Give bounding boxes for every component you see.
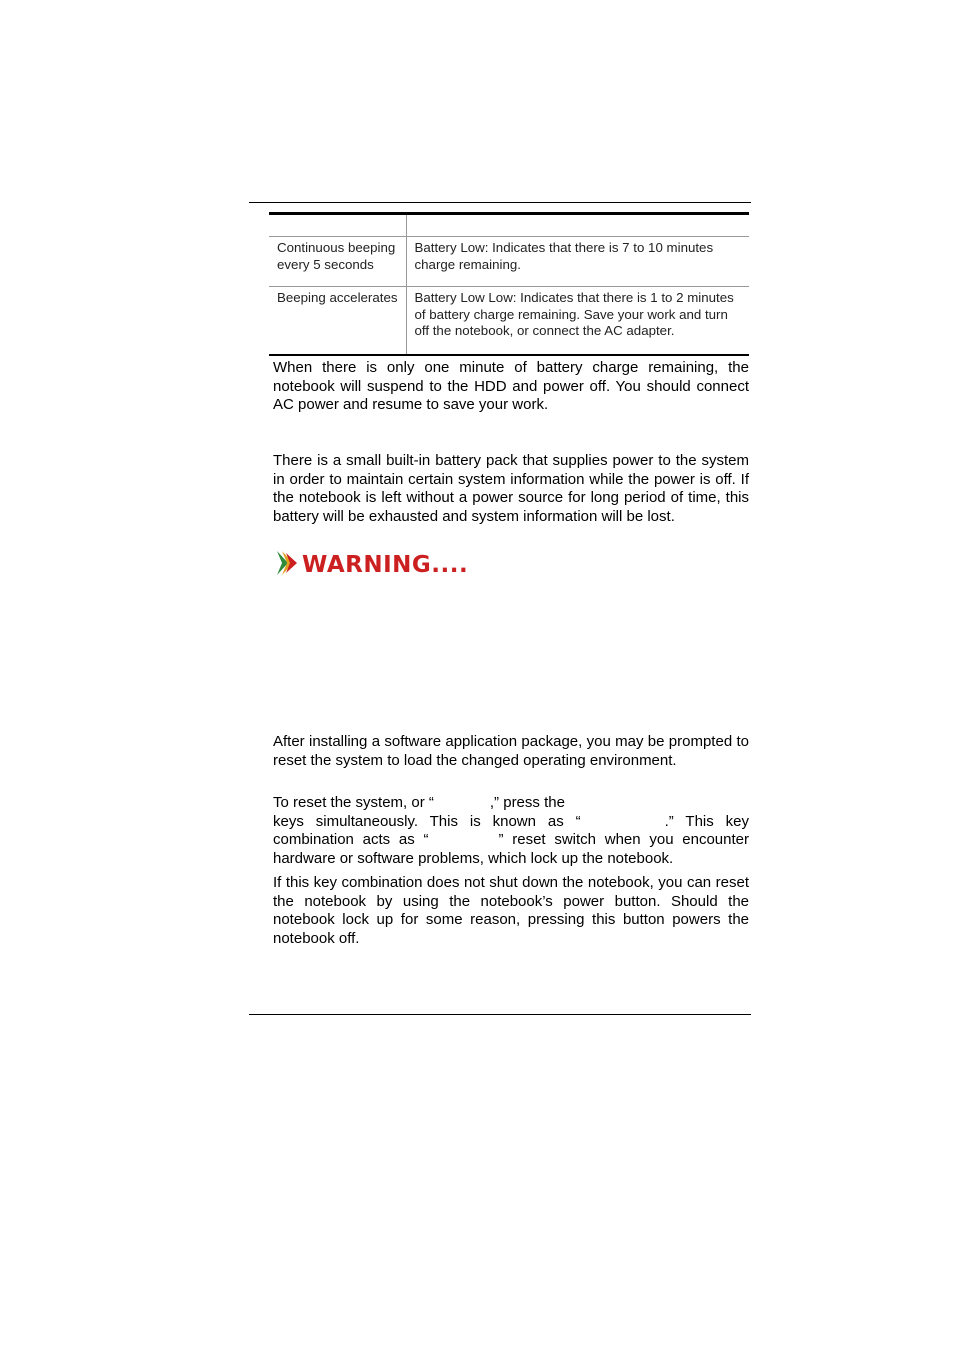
beep-meaning-cell: Battery Low: Indicates that there is 7 to 10 minutes charge remaining. [414, 240, 714, 272]
beep-signal-cell: Continuous beeping every 5 seconds [269, 237, 406, 287]
table-header-row [269, 214, 749, 237]
table-header-meaning [406, 214, 749, 237]
table-header-signal [269, 214, 406, 237]
reset-text-b: ,” press the [489, 794, 565, 811]
table-row [269, 287, 749, 356]
table-row [269, 237, 749, 287]
reset-keys-paragraph [273, 794, 749, 868]
reset-text-a: To reset the system, or “ [273, 794, 434, 811]
warning-label: WARNING.... [302, 552, 469, 578]
reset-text-d: .” This key combination acts as “ [273, 812, 749, 849]
beep-signal-cell: Beeping accelerates [269, 287, 406, 356]
backup-battery-paragraph: There is a small built-in battery pack that supplies power to the system in order to maintain certain system information while the power is off. If the notebook is left without a power source for long period of time, this battery will be exhausted and system information will be lost. [273, 452, 749, 525]
reset-text-e: ” reset switch when you encounter hardware or software problems, which lock up the notebook. [273, 831, 749, 867]
beep-signal-table [269, 212, 749, 356]
reset-intro-paragraph: After installing a software application package, you may be prompted to reset the system to load the changed operating environment. [273, 733, 749, 769]
warning-arrow-icon [275, 549, 299, 582]
beep-meaning-cell: Battery Low Low: Indicates that there is 1 to 2 minutes of battery charge remaining. Save your work and turn off the notebook, or connect the AC adapter. [414, 290, 734, 339]
warning-banner [275, 550, 475, 580]
power-button-paragraph: If this key combination does not shut down the notebook, you can reset the notebook by using the notebook’s power button. Should the notebook lock up for some reason, pressing this button powers the notebook off. [273, 874, 749, 947]
reset-text-c: keys simultaneously. This is known as “ [273, 812, 581, 830]
header-rule [249, 202, 751, 203]
footer-rule [249, 1014, 751, 1015]
low-battery-paragraph: When there is only one minute of battery charge remaining, the notebook will suspend to the HDD and power off. You should connect AC power and resume to save your work. [273, 359, 749, 414]
